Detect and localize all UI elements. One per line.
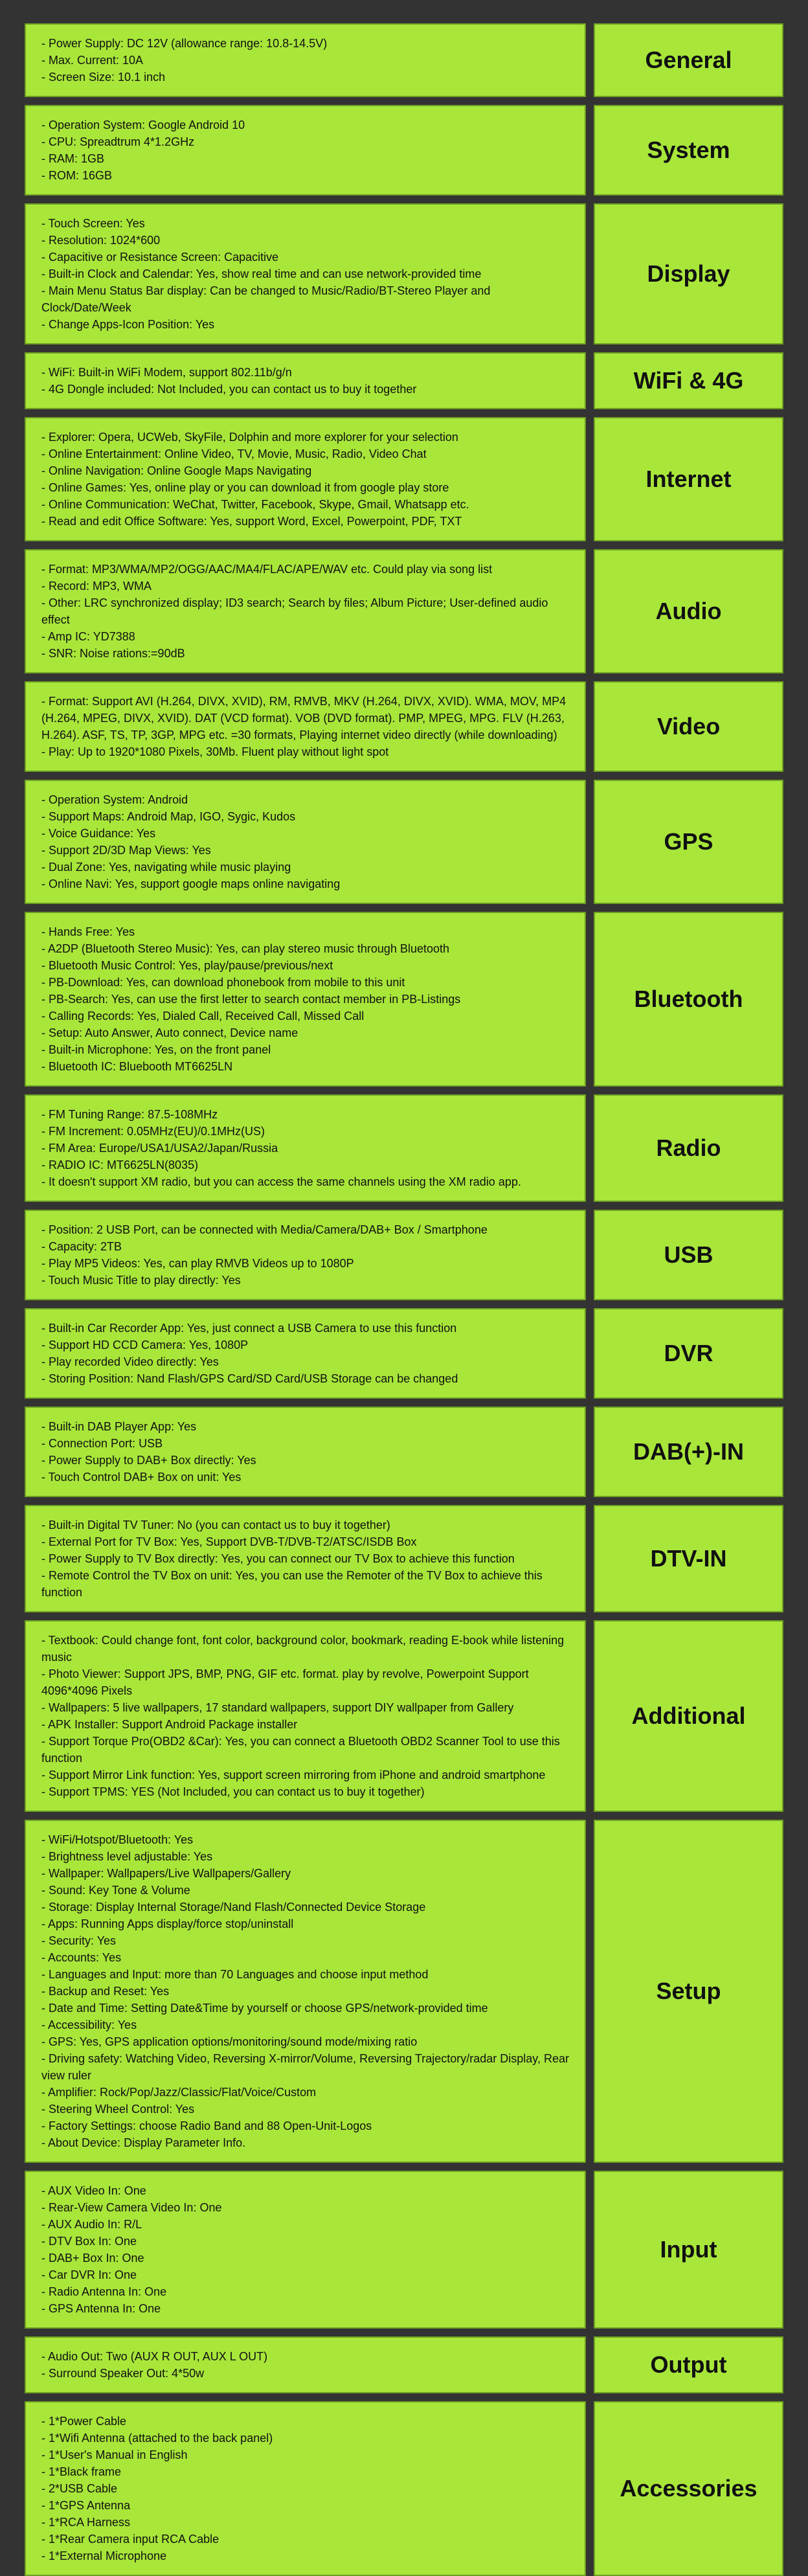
spec-line: - WiFi: Built-in WiFi Modem, support 802.11b/g/n bbox=[41, 366, 292, 379]
spec-category-label: DAB(+)-IN bbox=[633, 1438, 744, 1465]
spec-line: - Remote Control the TV Box on unit: Yes, you can use the Remoter of the TV Box to achieve this function bbox=[41, 1569, 543, 1599]
spec-line: - Storage: Display Internal Storage/Nand Flash/Connected Device Storage bbox=[41, 1901, 426, 1914]
spec-category-panel bbox=[594, 1094, 783, 1202]
spec-details-panel bbox=[25, 1407, 586, 1497]
spec-line: - APK Installer: Support Android Package installer bbox=[41, 1718, 298, 1731]
spec-line: - Storing Position: Nand Flash/GPS Card/SD Card/USB Storage can be changed bbox=[41, 1372, 458, 1385]
spec-line: - Position: 2 USB Port, can be connected with Media/Camera/DAB+ Box / Smartphone bbox=[41, 1223, 488, 1236]
spec-line: - PB-Download: Yes, can download phonebook from mobile to this unit bbox=[41, 976, 405, 989]
spec-category-label: Bluetooth bbox=[634, 986, 743, 1012]
spec-line: - Built-in Clock and Calendar: Yes, show real time and can use network-provided time bbox=[41, 267, 482, 280]
spec-line: - Car DVR In: One bbox=[41, 2268, 137, 2281]
spec-line: - Support Mirror Link function: Yes, support screen mirroring from iPhone and android smartphone bbox=[41, 1768, 546, 1781]
spec-line: - Online Navigation: Online Google Maps Navigating bbox=[41, 464, 312, 477]
spec-category-panel bbox=[594, 2171, 783, 2329]
spec-details-panel bbox=[25, 1505, 586, 1612]
spec-line: - FM Tuning Range: 87.5-108MHz bbox=[41, 1108, 218, 1121]
spec-details-panel bbox=[25, 1308, 586, 1399]
spec-category-label: General bbox=[645, 47, 732, 73]
spec-line: - Driving safety: Watching Video, Reversing X-mirror/Volume, Reversing Trajectory/radar Display, Rear view ruler bbox=[41, 2052, 569, 2082]
spec-row bbox=[25, 2336, 783, 2393]
spec-line: - Touch Control DAB+ Box on unit: Yes bbox=[41, 1471, 241, 1484]
spec-line: - PB-Search: Yes, can use the first letter to search contact member in PB-Listings bbox=[41, 993, 461, 1006]
spec-line: - Calling Records: Yes, Dialed Call, Received Call, Missed Call bbox=[41, 1010, 365, 1022]
spec-line: - Security: Yes bbox=[41, 1934, 117, 1947]
spec-category-label: Display bbox=[647, 260, 730, 287]
spec-list bbox=[41, 923, 460, 1075]
spec-line: - Hands Free: Yes bbox=[41, 925, 135, 938]
spec-line: - AUX Audio In: R/L bbox=[41, 2218, 142, 2231]
spec-line: - Format: Support AVI (H.264, DIVX, XVID), RM, RMVB, MKV (H.264, DIVX, XVID). WMA, MOV, MP4 (H.264, MPEG, DIVX, XVID). DAT (VCD format). VOB (DVD format). PMP, MPEG, MPG. FLV (H.263, H.264). ASF, TS, TP, 3GP, MPG etc. =30 formats, Playing internet video directly (while downloading) bbox=[41, 695, 567, 741]
spec-line: - Voice Guidance: Yes bbox=[41, 827, 156, 840]
spec-category-panel bbox=[594, 352, 783, 409]
spec-line: - Power Supply: DC 12V (allowance range: 10.8-14.5V) bbox=[41, 37, 328, 50]
spec-category-panel bbox=[594, 912, 783, 1087]
spec-line: - Wallpaper: Wallpapers/Live Wallpapers/Gallery bbox=[41, 1867, 291, 1880]
spec-line: - 1*GPS Antenna bbox=[41, 2499, 131, 2512]
spec-list bbox=[41, 1831, 569, 2151]
spec-line: - Accessibility: Yes bbox=[41, 2018, 137, 2031]
spec-list bbox=[41, 1221, 488, 1289]
spec-category-panel bbox=[594, 549, 783, 673]
spec-details-panel bbox=[25, 549, 586, 673]
spec-row bbox=[25, 1620, 783, 1812]
spec-line: - 1*Wifi Antenna (attached to the back panel) bbox=[41, 2432, 273, 2445]
spec-line: - Touch Screen: Yes bbox=[41, 217, 145, 230]
spec-line: - Screen Size: 10.1 inch bbox=[41, 71, 166, 84]
spec-row bbox=[25, 681, 783, 772]
spec-category-panel bbox=[594, 417, 783, 541]
spec-line: - Radio Antenna In: One bbox=[41, 2285, 167, 2298]
spec-category-label: Additional bbox=[631, 1702, 746, 1729]
spec-category-label: Output bbox=[650, 2351, 727, 2378]
spec-list bbox=[41, 791, 340, 892]
spec-line: - Sound: Key Tone & Volume bbox=[41, 1884, 190, 1897]
spec-line: - 1*RCA Harness bbox=[41, 2516, 131, 2529]
spec-row bbox=[25, 1505, 783, 1612]
spec-list bbox=[41, 1418, 256, 1486]
spec-line: - Textbook: Could change font, font color, background color, bookmark, reading E-book while listening music bbox=[41, 1634, 565, 1664]
spec-row bbox=[25, 912, 783, 1087]
spec-details-panel bbox=[25, 352, 586, 409]
spec-line: - CPU: Spreadtrum 4*1.2GHz bbox=[41, 135, 195, 148]
spec-line: - Record: MP3, WMA bbox=[41, 580, 152, 593]
spec-list bbox=[41, 1106, 521, 1190]
spec-details-panel bbox=[25, 1620, 586, 1812]
spec-details-panel bbox=[25, 780, 586, 904]
spec-line: - Built-in DAB Player App: Yes bbox=[41, 1420, 197, 1433]
spec-row bbox=[25, 1407, 783, 1497]
spec-details-panel bbox=[25, 681, 586, 772]
spec-category-panel bbox=[594, 1820, 783, 2163]
spec-line: - Touch Music Title to play directly: Yes bbox=[41, 1274, 241, 1287]
spec-line: - Power Supply to DAB+ Box directly: Yes bbox=[41, 1454, 256, 1467]
spec-line: - Change Apps-Icon Position: Yes bbox=[41, 318, 215, 331]
spec-row bbox=[25, 549, 783, 673]
spec-line: - Factory Settings: choose Radio Band and 88 Open-Unit-Logos bbox=[41, 2119, 372, 2132]
spec-line: - Support HD CCD Camera: Yes, 1080P bbox=[41, 1339, 249, 1351]
spec-row bbox=[25, 105, 783, 196]
spec-category-label: Audio bbox=[655, 598, 722, 624]
spec-line: - Apps: Running Apps display/force stop/uninstall bbox=[41, 1917, 294, 1930]
spec-category-label: System bbox=[647, 137, 730, 163]
spec-list bbox=[41, 1320, 458, 1387]
spec-line: - Read and edit Office Software: Yes, support Word, Excel, Powerpoint, PDF, TXT bbox=[41, 515, 462, 528]
spec-line: - Surround Speaker Out: 4*50w bbox=[41, 2367, 205, 2380]
spec-category-label: WiFi & 4G bbox=[633, 367, 744, 394]
spec-details-panel bbox=[25, 2401, 586, 2576]
spec-line: - Play: Up to 1920*1080 Pixels, 30Mb. Fluent play without light spot bbox=[41, 745, 389, 758]
spec-list bbox=[41, 1632, 569, 1800]
spec-list bbox=[41, 429, 469, 530]
spec-line: - Photo Viewer: Support JPS, BMP, PNG, GIF etc. format. play by revolve, Powerpoint Support 4096*4096 Pixels bbox=[41, 1667, 529, 1697]
spec-list bbox=[41, 561, 569, 662]
spec-line: - ROM: 16GB bbox=[41, 169, 113, 182]
spec-line: - 1*User's Manual in English bbox=[41, 2448, 188, 2461]
spec-category-label: DVR bbox=[664, 1340, 713, 1366]
spec-line: - Play MP5 Videos: Yes, can play RMVB Videos up to 1080P bbox=[41, 1257, 354, 1270]
spec-line: - Bluetooth Music Control: Yes, play/pause/previous/next bbox=[41, 959, 333, 972]
spec-category-panel bbox=[594, 23, 783, 97]
spec-line: - 4G Dongle included: Not Included, you can contact us to buy it together bbox=[41, 383, 417, 396]
spec-line: - WiFi/Hotspot/Bluetooth: Yes bbox=[41, 1833, 194, 1846]
spec-row bbox=[25, 203, 783, 345]
spec-category-label: USB bbox=[664, 1241, 713, 1268]
spec-line: - Setup: Auto Answer, Auto connect, Device name bbox=[41, 1026, 298, 1039]
spec-row bbox=[25, 23, 783, 97]
spec-details-panel bbox=[25, 2171, 586, 2329]
spec-line: - Support TPMS: YES (Not Included, you can contact us to buy it together) bbox=[41, 1785, 425, 1798]
spec-line: - 2*USB Cable bbox=[41, 2482, 118, 2495]
spec-line: - RADIO IC: MT6625LN(8035) bbox=[41, 1158, 199, 1171]
spec-list bbox=[41, 2182, 221, 2317]
spec-line: - Play recorded Video directly: Yes bbox=[41, 1355, 219, 1368]
spec-line: - Amp IC: YD7388 bbox=[41, 630, 135, 643]
spec-line: - Languages and Input: more than 70 Languages and choose input method bbox=[41, 1968, 429, 1981]
spec-list bbox=[41, 693, 569, 760]
spec-line: - Built-in Microphone: Yes, on the front panel bbox=[41, 1043, 271, 1056]
spec-line: - Online Games: Yes, online play or you can download it from google play store bbox=[41, 481, 449, 494]
spec-details-panel bbox=[25, 912, 586, 1087]
spec-category-label: DTV-IN bbox=[650, 1545, 727, 1572]
spec-category-label: Radio bbox=[656, 1135, 721, 1161]
spec-details-panel bbox=[25, 203, 586, 345]
spec-line: - Online Communication: WeChat, Twitter, Facebook, Skype, Gmail, Whatsapp etc. bbox=[41, 498, 469, 511]
spec-row bbox=[25, 352, 783, 409]
spec-list bbox=[41, 1517, 569, 1601]
spec-line: - FM Increment: 0.05MHz(EU)/0.1MHz(US) bbox=[41, 1125, 265, 1138]
spec-line: - Amplifier: Rock/Pop/Jazz/Classic/Flat/Voice/Custom bbox=[41, 2086, 317, 2099]
spec-row bbox=[25, 1820, 783, 2163]
spec-line: - Operation System: Android bbox=[41, 793, 188, 806]
spec-line: - Audio Out: Two (AUX R OUT, AUX L OUT) bbox=[41, 2350, 268, 2363]
spec-line: - RAM: 1GB bbox=[41, 152, 105, 165]
spec-table bbox=[25, 23, 783, 2576]
spec-category-panel bbox=[594, 1210, 783, 1300]
spec-line: - Format: MP3/WMA/MP2/OGG/AAC/MA4/FLAC/APE/WAV etc. Could play via song list bbox=[41, 563, 493, 576]
spec-line: - Power Supply to TV Box directly: Yes, you can connect our TV Box to achieve this function bbox=[41, 1552, 515, 1565]
spec-category-label: Video bbox=[656, 713, 721, 740]
spec-line: - DTV Box In: One bbox=[41, 2235, 137, 2248]
spec-line: - Rear-View Camera Video In: One bbox=[41, 2201, 222, 2214]
spec-line: - A2DP (Bluetooth Stereo Music): Yes, can play stereo music through Bluetooth bbox=[41, 942, 450, 955]
spec-details-panel bbox=[25, 1820, 586, 2163]
spec-row bbox=[25, 780, 783, 904]
spec-line: - Online Entertainment: Online Video, TV, Movie, Music, Radio, Video Chat bbox=[41, 447, 427, 460]
spec-line: - Resolution: 1024*600 bbox=[41, 234, 161, 247]
spec-row bbox=[25, 1094, 783, 1202]
spec-row bbox=[25, 2401, 783, 2576]
spec-line: - Built-in Car Recorder App: Yes, just connect a USB Camera to use this function bbox=[41, 1322, 457, 1335]
spec-line: - SNR: Noise rations:=90dB bbox=[41, 647, 185, 660]
spec-list bbox=[41, 2348, 267, 2382]
spec-row bbox=[25, 417, 783, 541]
spec-line: - 1*Black frame bbox=[41, 2465, 122, 2478]
spec-details-panel bbox=[25, 417, 586, 541]
spec-category-panel bbox=[594, 203, 783, 345]
spec-line: - Max. Current: 10A bbox=[41, 54, 144, 67]
spec-line: - Dual Zone: Yes, navigating while music playing bbox=[41, 861, 291, 874]
spec-line: - Date and Time: Setting Date&Time by yourself or choose GPS/network-provided time bbox=[41, 2002, 488, 2015]
spec-details-panel bbox=[25, 105, 586, 196]
spec-row bbox=[25, 2171, 783, 2329]
spec-line: - Backup and Reset: Yes bbox=[41, 1985, 170, 1998]
spec-category-label: Setup bbox=[656, 1978, 721, 2004]
spec-category-label: Input bbox=[660, 2236, 717, 2263]
spec-category-panel bbox=[594, 105, 783, 196]
spec-line: - External Port for TV Box: Yes, Support DVB-T/DVB-T2/ATSC/ISDB Box bbox=[41, 1535, 417, 1548]
spec-line: - FM Area: Europe/USA1/USA2/Japan/Russia bbox=[41, 1142, 278, 1155]
spec-line: - Support Torque Pro(OBD2 &Car): Yes, you can connect a Bluetooth OBD2 Scanner Tool to use this function bbox=[41, 1735, 560, 1765]
spec-category-label: Internet bbox=[645, 466, 732, 492]
spec-category-panel bbox=[594, 1620, 783, 1812]
spec-line: - Wallpapers: 5 live wallpapers, 17 standard wallpapers, support DIY wallpaper from Gallery bbox=[41, 1701, 514, 1714]
spec-line: - Support 2D/3D Map Views: Yes bbox=[41, 844, 211, 857]
spec-line: - Explorer: Opera, UCWeb, SkyFile, Dolphin and more explorer for your selection bbox=[41, 431, 458, 444]
spec-category-panel bbox=[594, 780, 783, 904]
spec-line: - It doesn't support XM radio, but you can access the same channels using the XM radio app. bbox=[41, 1175, 521, 1188]
spec-category-label: GPS bbox=[664, 828, 713, 855]
spec-line: - Capacity: 2TB bbox=[41, 1240, 122, 1253]
spec-line: - Other: LRC synchronized display; ID3 search; Search by files; Album Picture; User-defined audio effect bbox=[41, 596, 548, 626]
spec-list bbox=[41, 35, 327, 85]
spec-category-panel bbox=[594, 1505, 783, 1612]
spec-details-panel bbox=[25, 1094, 586, 1202]
spec-details-panel bbox=[25, 2336, 586, 2393]
spec-category-panel bbox=[594, 1308, 783, 1399]
spec-line: - 1*External Microphone bbox=[41, 2549, 167, 2562]
spec-category-panel bbox=[594, 2336, 783, 2393]
spec-line: - Connection Port: USB bbox=[41, 1437, 163, 1450]
spec-line: - About Device: Display Parameter Info. bbox=[41, 2136, 246, 2149]
spec-row bbox=[25, 1210, 783, 1300]
spec-line: - Bluetooth IC: Bluebooth MT6625LN bbox=[41, 1060, 233, 1073]
spec-line: - DAB+ Box In: One bbox=[41, 2252, 144, 2265]
spec-details-panel bbox=[25, 1210, 586, 1300]
spec-category-panel bbox=[594, 681, 783, 772]
spec-list bbox=[41, 215, 569, 333]
spec-line: - Brightness level adjustable: Yes bbox=[41, 1850, 213, 1863]
spec-line: - Accounts: Yes bbox=[41, 1951, 122, 1964]
spec-list bbox=[41, 117, 245, 184]
spec-category-panel bbox=[594, 1407, 783, 1497]
spec-category-label: Accessories bbox=[620, 2475, 758, 2502]
spec-line: - AUX Video In: One bbox=[41, 2184, 146, 2197]
spec-line: - GPS: Yes, GPS application options/monitoring/sound mode/mixing ratio bbox=[41, 2035, 418, 2048]
spec-list bbox=[41, 364, 416, 398]
spec-line: - Online Navi: Yes, support google maps online navigating bbox=[41, 877, 341, 890]
spec-category-panel bbox=[594, 2401, 783, 2576]
spec-line: - GPS Antenna In: One bbox=[41, 2302, 161, 2315]
spec-line: - 1*Rear Camera input RCA Cable bbox=[41, 2533, 219, 2546]
spec-line: - Support Maps: Android Map, IGO, Sygic, Kudos bbox=[41, 810, 296, 823]
spec-line: - 1*Power Cable bbox=[41, 2415, 127, 2428]
spec-line: - Built-in Digital TV Tuner: No (you can contact us to buy it together) bbox=[41, 1519, 390, 1531]
spec-list bbox=[41, 2413, 273, 2564]
spec-line: - Main Menu Status Bar display: Can be changed to Music/Radio/BT-Stereo Player and Clock/Date/Week bbox=[41, 284, 491, 314]
spec-line: - Operation System: Google Android 10 bbox=[41, 119, 245, 131]
spec-line: - Capacitive or Resistance Screen: Capacitive bbox=[41, 251, 279, 264]
spec-line: - Steering Wheel Control: Yes bbox=[41, 2103, 195, 2116]
spec-row bbox=[25, 1308, 783, 1399]
spec-details-panel bbox=[25, 23, 586, 97]
